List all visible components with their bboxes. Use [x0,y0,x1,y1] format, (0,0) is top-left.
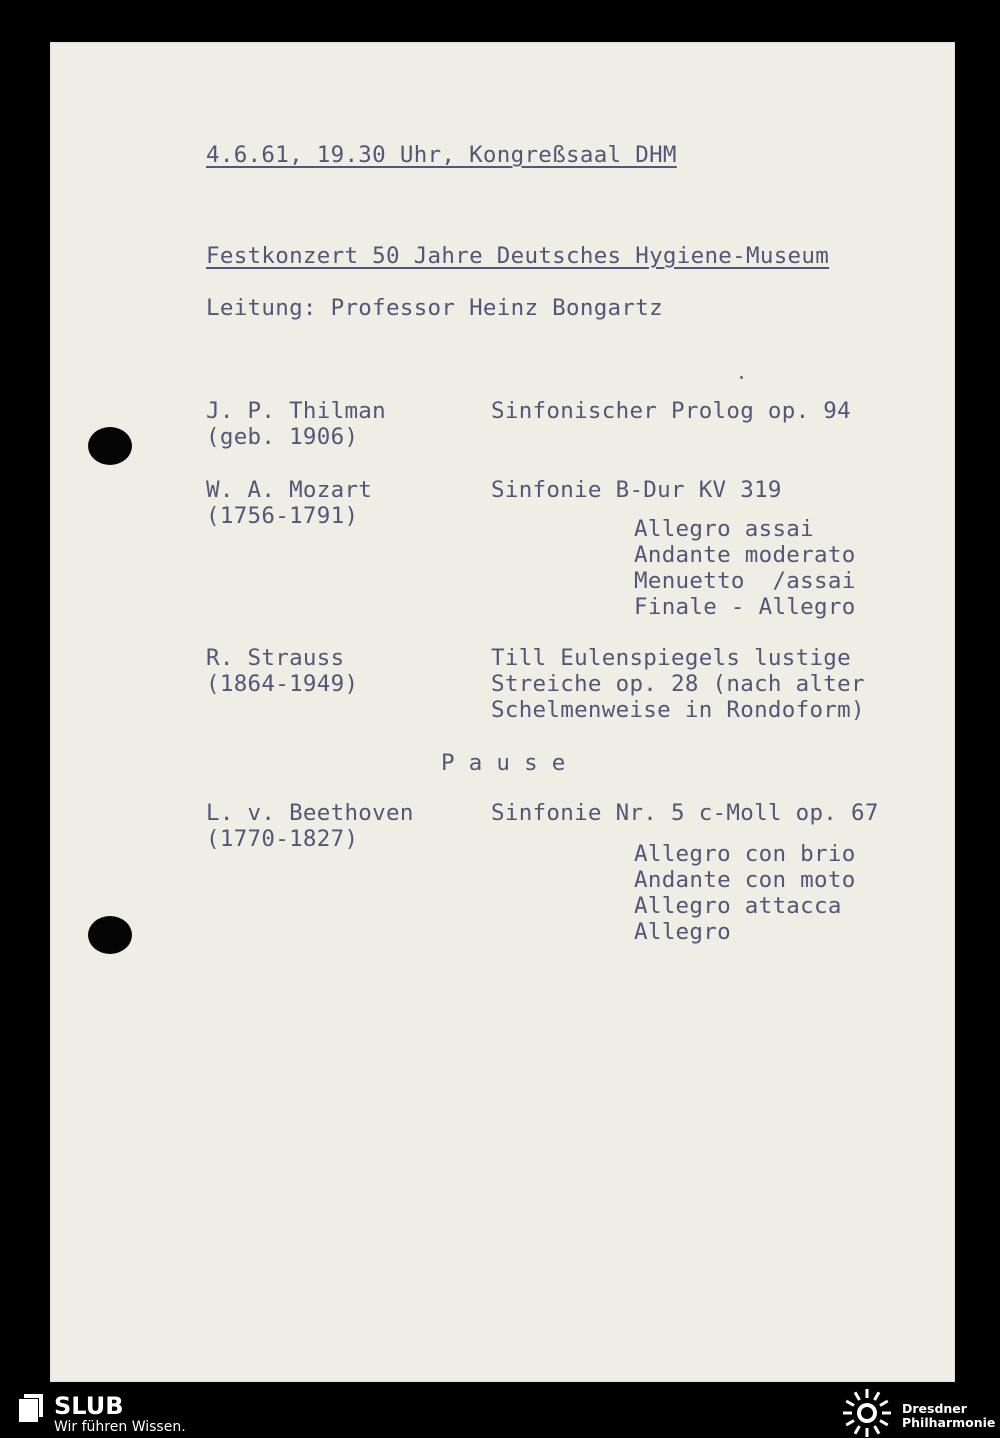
composer-name: R. Strauss [206,645,345,671]
slub-subtitle: Wir führen Wissen. [54,1419,186,1435]
work-title: Sinfonie B-Dur KV 319 [491,477,782,503]
movement: Finale - Allegro [634,594,856,620]
composer-dates: (1864-1949) [206,671,359,697]
movement: Menuetto /assai [634,568,856,594]
movement: Allegro assai [634,516,814,542]
movement: Allegro con brio [634,841,856,867]
dresdner-philharmonie-logo-icon [841,1388,893,1438]
punch-hole-top [88,427,132,465]
partner-name-line1: Dresdner [902,1401,967,1416]
slub-title: SLUB [54,1392,124,1420]
work-title: Sinfonie Nr. 5 c-Moll op. 67 [491,800,879,826]
composer-name: L. v. Beethoven [206,800,414,826]
slub-logo-icon [18,1393,44,1423]
movement: Andante con moto [634,867,856,893]
ink-speck [740,376,743,379]
composer-name: W. A. Mozart [206,477,373,503]
conductor-line: Leitung: Professor Heinz Bongartz [206,295,663,321]
intermission-label: P a u s e [441,750,566,776]
concert-title: Festkonzert 50 Jahre Deutsches Hygiene-Museum [206,243,830,269]
composer-dates: (1756-1791) [206,503,359,529]
composer-dates: (geb. 1906) [206,424,359,450]
movement: Allegro attacca [634,893,842,919]
work-title: Streiche op. 28 (nach alter [491,671,865,697]
composer-name: J. P. Thilman [206,398,386,424]
composer-dates: (1770-1827) [206,826,359,852]
work-title: Sinfonischer Prolog op. 94 [491,398,851,424]
punch-hole-bottom [88,916,132,954]
movement: Andante moderato [634,542,856,568]
work-title: Till Eulenspiegels lustige [491,645,851,671]
movement: Allegro [634,919,731,945]
work-title: Schelmenweise in Rondoform) [491,697,865,723]
event-date-line: 4.6.61, 19.30 Uhr, Kongreßsaal DHM [206,142,677,168]
partner-name-line2: Philharmonie [902,1415,996,1430]
